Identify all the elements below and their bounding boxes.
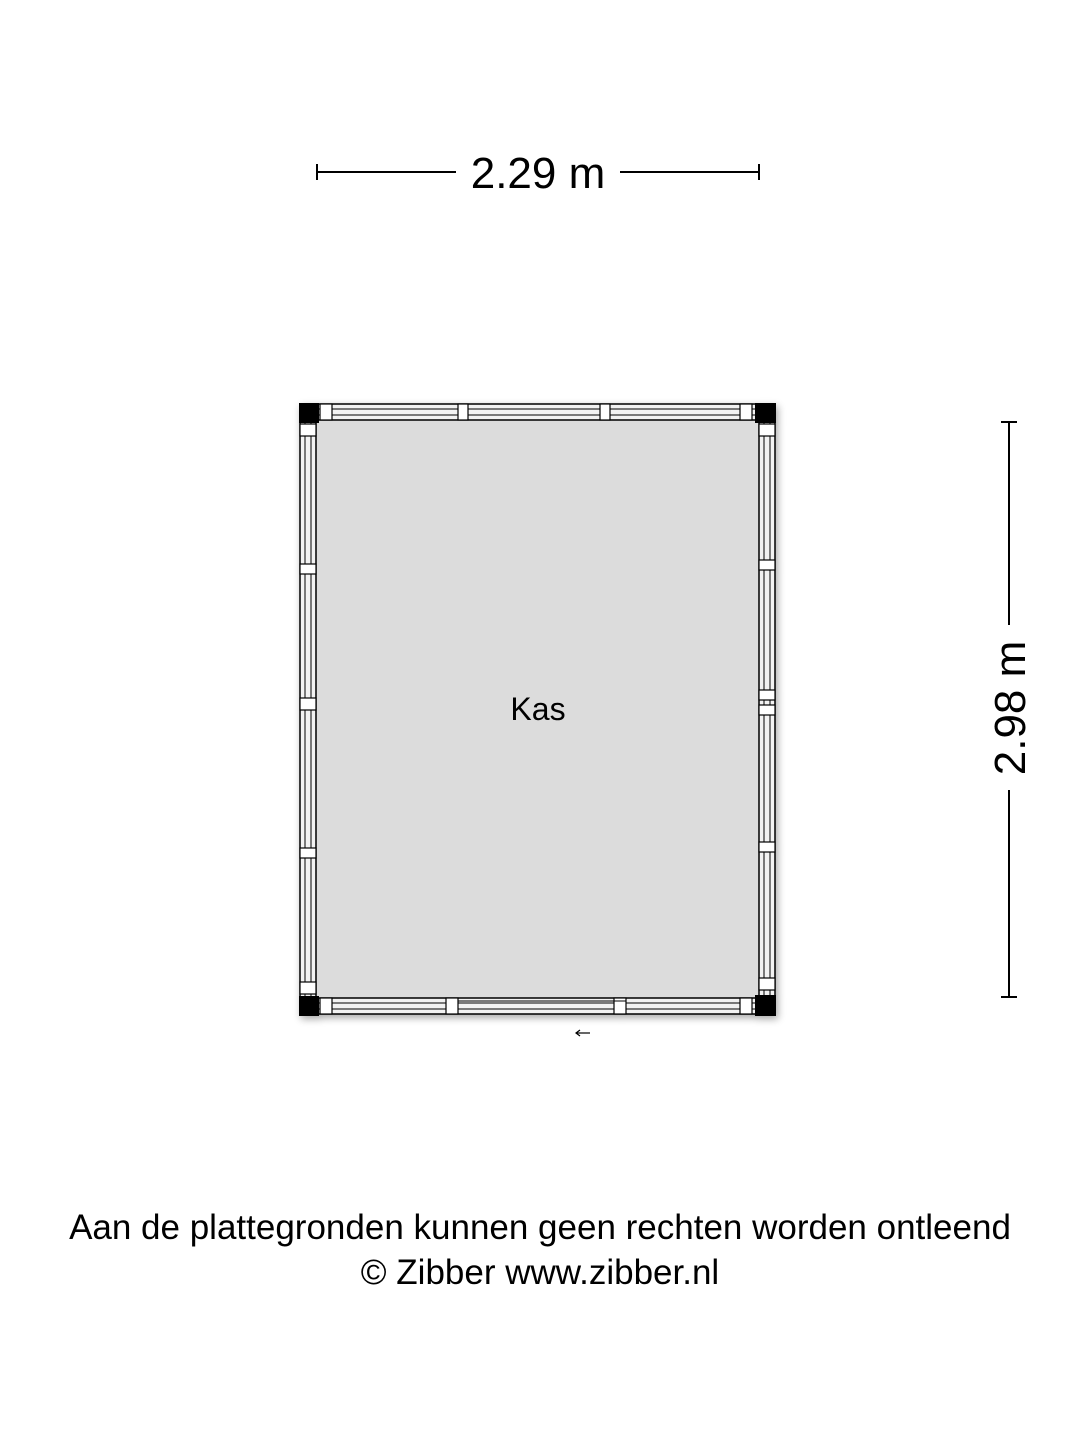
height-dimension xyxy=(986,422,1035,997)
width-label: 2.29 m xyxy=(470,149,606,198)
width-dimension xyxy=(317,149,759,198)
corner-post xyxy=(299,403,319,423)
copyright-text: © Zibber www.zibber.nl xyxy=(360,1253,720,1292)
height-label: 2.98 m xyxy=(986,640,1035,776)
corner-post xyxy=(755,995,776,1016)
corner-post xyxy=(755,403,776,423)
footer xyxy=(0,1205,1080,1295)
corner-post xyxy=(299,996,319,1016)
disclaimer-text: Aan de plattegronden kunnen geen rechten worden ontleend xyxy=(69,1208,1011,1247)
door-arrow-icon xyxy=(576,1030,590,1036)
room-label: Kas xyxy=(510,691,566,727)
